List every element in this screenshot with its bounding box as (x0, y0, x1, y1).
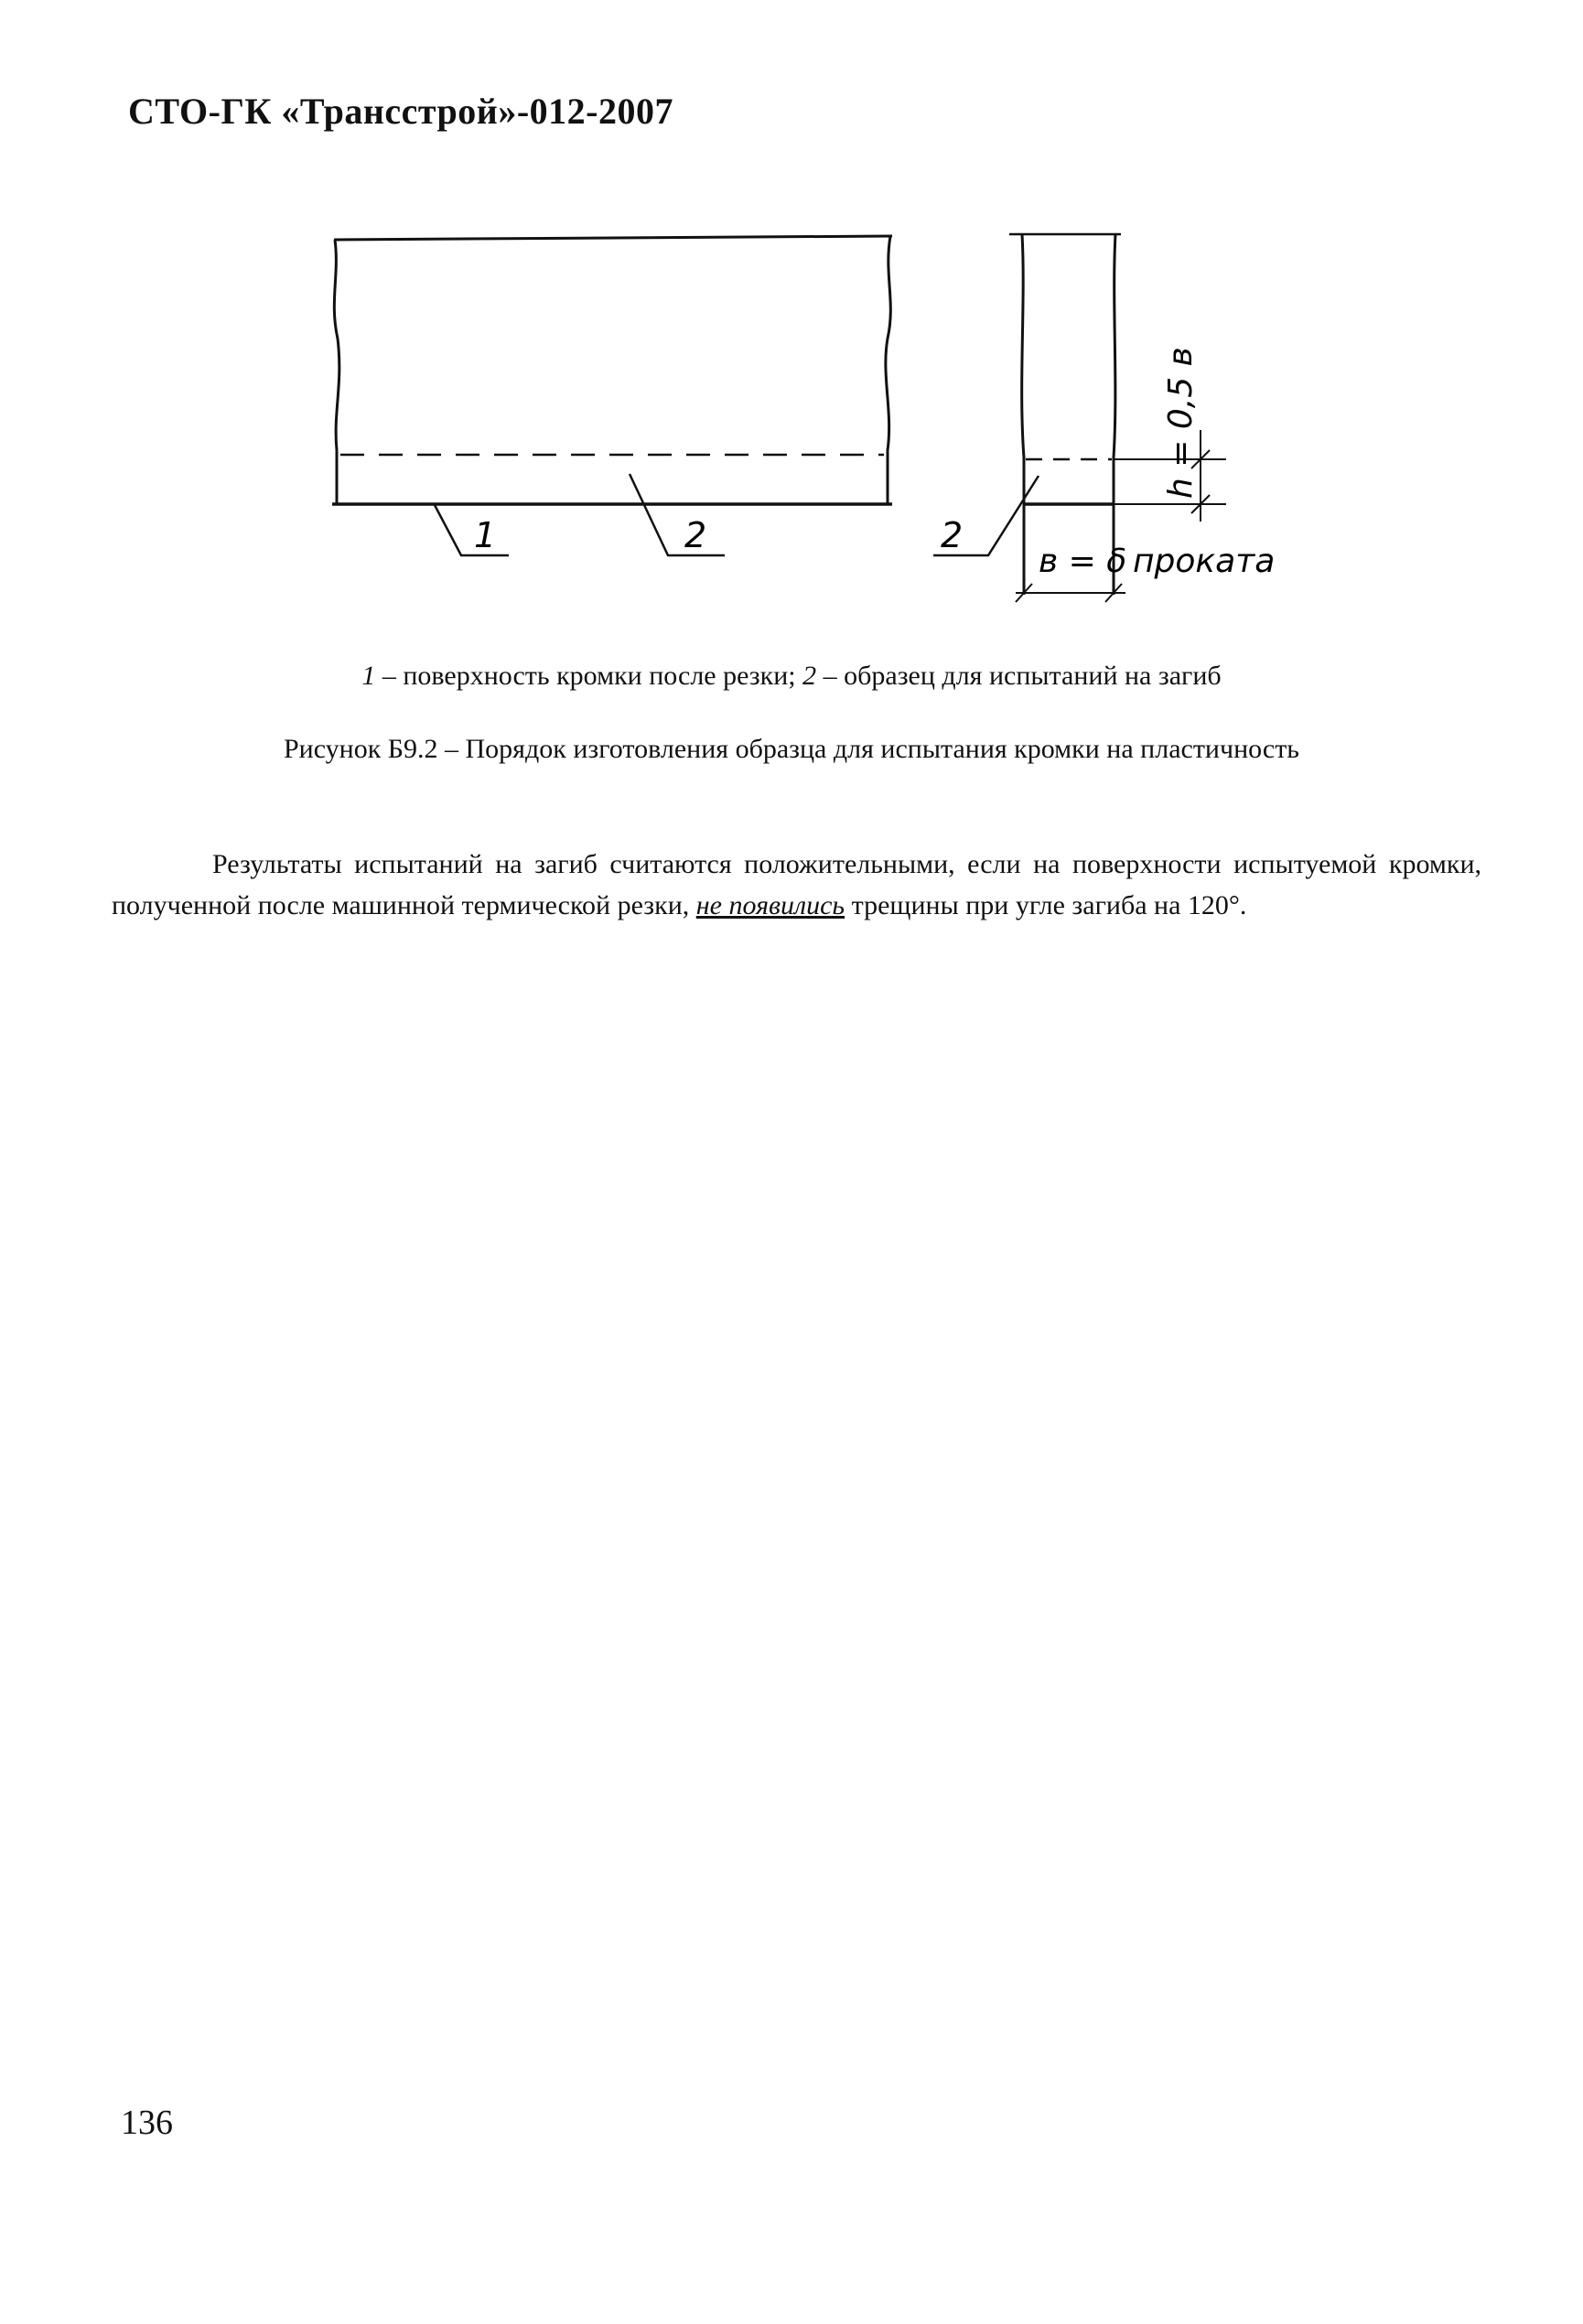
section-right-edge (1114, 234, 1115, 595)
figure-legend (0, 661, 1583, 692)
body-paragraph (112, 844, 1481, 926)
legend-item-1-text: – поверхность кромки после резки; (375, 661, 803, 691)
page-number: 136 (121, 2103, 173, 2142)
plate-left-break (334, 240, 339, 503)
b-dimension-note: проката (1133, 543, 1276, 580)
figure-title: Рисунок Б9.2 – Порядок изготовления образца для испытания кромки на пластичность (284, 734, 1299, 764)
plate-top-edge (334, 236, 892, 240)
h-dimension-label: h = 0,5 в (1162, 347, 1200, 499)
legend-item-2-text: – образец для испытаний на загиб (816, 661, 1222, 691)
legend-item-1-number: 1 (361, 661, 376, 691)
callout-2-right-label: 2 (941, 515, 964, 555)
paragraph-underlined-text: не появились (695, 890, 845, 920)
figure-b9-2 (0, 0, 1583, 659)
b-dimension-label: в = δ (1039, 543, 1127, 580)
cutting-diagram (0, 0, 1583, 659)
callout-2-leader (630, 474, 725, 555)
section-left-edge (1022, 234, 1024, 595)
plate-right-break (886, 236, 890, 503)
document-code-header: СТО-ГК «Трансстрой»-012-2007 (128, 91, 673, 132)
paragraph-text-start: Результаты испытаний на загиб считаются положительными, если на поверхности испытуемой кромки, полученной после машинной термической резки, (112, 849, 1481, 920)
callout-1-leader (435, 505, 509, 555)
callout-1-label: 1 (474, 515, 497, 555)
legend-item-2-number: 2 (802, 661, 817, 691)
paragraph-text-end: трещины при угле загиба на 120°. (845, 890, 1247, 920)
callout-2-label: 2 (684, 515, 707, 555)
